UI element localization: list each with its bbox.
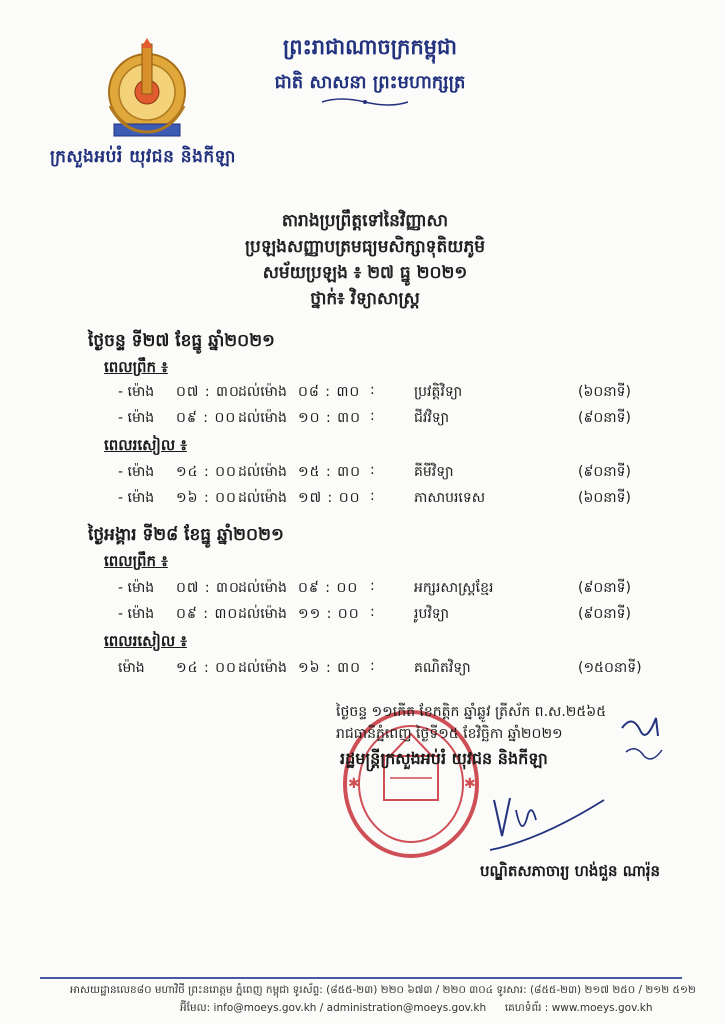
schedule-title xyxy=(180,208,550,312)
solar-date: រាជធានីភ្នំពេញ ថ្ងៃទី១៥ ខែវិច្ឆិកា ឆ្នាំ២០២១ xyxy=(336,726,563,742)
schedule-row xyxy=(0,604,725,624)
duration: (១៥០នាទី) xyxy=(578,660,642,676)
schedule-row xyxy=(0,462,725,482)
end-time: ០៨ : ៣០ xyxy=(298,384,361,400)
start-time: ១៤ : ០០ xyxy=(176,464,237,480)
duration: (៩០នាទី) xyxy=(578,410,631,426)
end-time: ១៦ : ៣០ xyxy=(298,660,361,676)
time-prefix: - ម៉ោង xyxy=(118,606,155,622)
subject: ភាសាបរទេស xyxy=(414,490,486,506)
title-line-1: តារាងប្រព្រឹត្តទៅនៃវិញ្ញាសា xyxy=(281,211,449,231)
national-motto: ជាតិ សាសនា ព្រះមហាក្សត្រ xyxy=(274,72,466,93)
end-time: ១០ : ៣០ xyxy=(298,410,361,426)
initials-mark-icon xyxy=(618,708,668,768)
ornament-divider-icon xyxy=(320,96,410,108)
end-time: ០៩ : ០០ xyxy=(298,580,359,596)
to-label: ដល់ម៉ោង xyxy=(238,606,287,622)
start-time: ១៦ : ០០ xyxy=(176,490,237,506)
subject: ប្រវត្តិវិទ្យា xyxy=(414,384,463,400)
subject: ជីវវិទ្យា xyxy=(414,410,450,426)
schedule-row xyxy=(0,658,725,678)
to-label: ដល់ម៉ោង xyxy=(238,660,287,676)
time-prefix: - ម៉ោង xyxy=(118,464,155,480)
end-time: ១១ : ០០ xyxy=(298,606,360,622)
subject: រូបវិទ្យា xyxy=(414,606,450,622)
footer-divider xyxy=(40,977,682,979)
schedule-row xyxy=(0,578,725,598)
start-time: ០៩ : ០០ xyxy=(176,410,237,426)
duration: (៦០នាទី) xyxy=(578,384,631,400)
separator: : xyxy=(370,408,375,424)
start-time: ០៩ : ៣០ xyxy=(176,606,239,622)
start-time: ០៧ : ៣០ xyxy=(176,384,240,400)
subject: គីមីវិទ្យា xyxy=(414,464,454,480)
time-prefix: - ម៉ោង xyxy=(118,384,155,400)
signer-name: បណ្ឌិតសភាចារ្យ ហង់ជួន ណារ៉ុន xyxy=(480,862,661,880)
duration: (៩០នាទី) xyxy=(578,464,631,480)
subject: គណិតវិទ្យា xyxy=(414,660,471,676)
title-line-3: សម័យប្រឡង ៖ ២៧ ធ្នូ ២០២១ xyxy=(262,263,468,283)
lunar-date: ថ្ងៃចន្ទ ១១កើត ខែកត្តិក ឆ្នាំឆ្លូវ ត្រីស័ក ព.ស.២៥៦៥ xyxy=(336,704,607,720)
to-label: ដល់ម៉ោង xyxy=(238,464,287,480)
period-afternoon: ពេលរសៀល ៖ xyxy=(104,632,187,650)
ministry-emblem-icon xyxy=(104,36,190,140)
time-prefix: - ម៉ោង xyxy=(118,410,155,426)
schedule-row xyxy=(0,408,725,428)
schedule-row xyxy=(0,488,725,508)
start-time: ១៤ : ០០ xyxy=(176,660,237,676)
svg-text:✱: ✱ xyxy=(348,776,360,792)
email-label: អ៊ីមែល: xyxy=(180,1002,211,1014)
signature-icon xyxy=(480,780,610,860)
start-time: ០៧ : ៣០ xyxy=(176,580,240,596)
separator: : xyxy=(370,578,375,594)
footer-address: អាសយដ្ឋានលេខ៨០ មហាវិថី ព្រះនរោត្តម ភ្នំពេញ កម្ពុជា ទូរស័ព្ទ: (៨៥៥-២៣) ២២០ ៦៧៣ / ២២០ ៣០៤ ទូរសារ: (៨៥៥-២៣) ២១៧ ២៥០ / ២១២ ៥១២ xyxy=(70,984,696,996)
duration: (៦០នាទី) xyxy=(578,490,631,506)
to-label: ដល់ម៉ោង xyxy=(238,410,287,426)
ministry-name: ក្រសួងអប់រំ យុវជន និងកីឡា xyxy=(50,147,236,167)
website-label: គេហទំព័រ : xyxy=(504,1002,549,1014)
time-prefix: - ម៉ោង xyxy=(118,580,155,596)
separator: : xyxy=(370,604,375,620)
day-heading: ថ្ងៃអង្គារ ទី២៨ ខែធ្នូ ឆ្នាំ២០២១ xyxy=(88,525,284,545)
time-prefix: ម៉ោង xyxy=(118,660,145,676)
end-time: ១៥ : ៣០ xyxy=(298,464,361,480)
separator: : xyxy=(370,382,375,398)
separator: : xyxy=(370,462,375,478)
to-label: ដល់ម៉ោង xyxy=(238,580,287,596)
separator: : xyxy=(370,658,375,674)
period-afternoon: ពេលរសៀល ៖ xyxy=(104,436,187,454)
day-heading: ថ្ងៃចន្ទ ទី២៧ ខែធ្នូ ឆ្នាំ២០២១ xyxy=(88,331,275,351)
schedule-row xyxy=(0,382,725,402)
period-morning: ពេលព្រឹក ៖ xyxy=(104,552,168,570)
kingdom-heading: ព្រះរាជាណាចក្រកម្ពុជា xyxy=(282,34,457,59)
period-morning: ពេលព្រឹក ៖ xyxy=(104,358,168,376)
title-line-4: ថ្នាក់៖ វិទ្យាសាស្ត្រ xyxy=(310,289,420,309)
email-links[interactable]: info@moeys.gov.kh / administration@moeys.gov.kh xyxy=(213,1002,487,1014)
separator: : xyxy=(370,488,375,504)
duration: (៩០នាទី) xyxy=(578,606,631,622)
duration: (៩០នាទី) xyxy=(578,580,631,596)
time-prefix: - ម៉ោង xyxy=(118,490,155,506)
end-time: ១៧ : ០០ xyxy=(298,490,361,506)
minister-title: រដ្ឋមន្ត្រីក្រសួងអប់រំ យុវជន និងកីឡា xyxy=(340,749,548,768)
website-link[interactable]: www.moeys.gov.kh xyxy=(551,1002,653,1014)
subject: អក្សរសាស្ត្រខ្មែរ xyxy=(414,580,494,596)
footer-contact xyxy=(180,1002,653,1017)
svg-text:✱: ✱ xyxy=(464,776,476,792)
to-label: ដល់ម៉ោង xyxy=(238,384,287,400)
title-line-2: ប្រឡងសញ្ញាបត្រមធ្យមសិក្សាទុតិយភូមិ xyxy=(244,237,486,257)
to-label: ដល់ម៉ោង xyxy=(238,490,287,506)
